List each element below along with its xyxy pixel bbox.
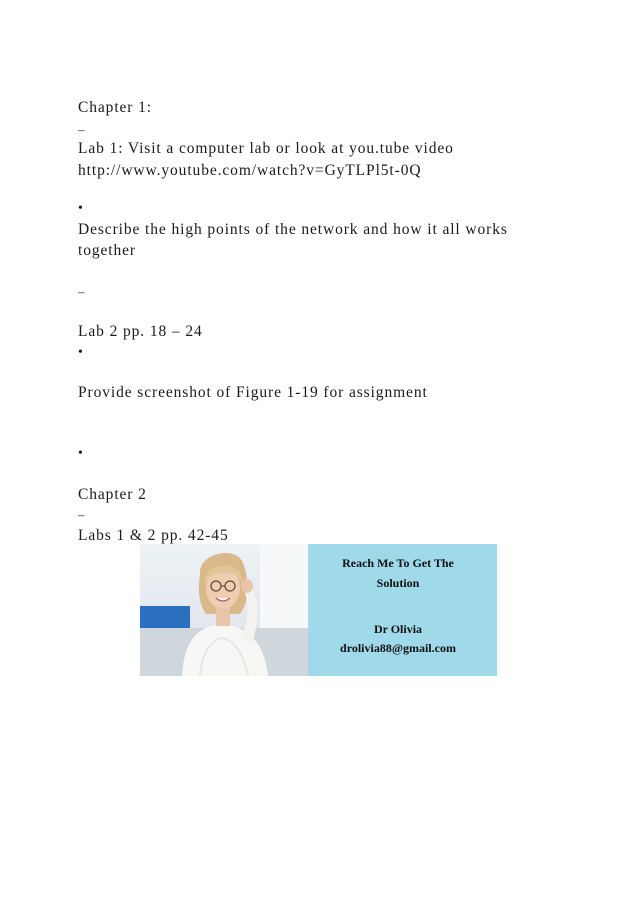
bullet: • (78, 201, 84, 216)
chapter-2-heading: Chapter 2 (78, 486, 147, 503)
bullet: • (78, 446, 84, 461)
contact-email[interactable]: drolivia88@gmail.com (340, 641, 456, 655)
describe-text: Describe the high points of the network and how it all works (78, 221, 508, 238)
lab-2-text: Lab 2 pp. 18 – 24 (78, 323, 203, 340)
cta-line-1: Reach Me To Get The (342, 556, 454, 570)
woman-photo (140, 544, 308, 676)
youtube-link-text: http://www.youtube.com/watch?v=GyTLPl5t-0Q (78, 162, 422, 179)
bullet: • (78, 345, 84, 360)
chapter-1-heading: Chapter 1: (78, 99, 152, 116)
dash-separator: – (78, 122, 86, 137)
screenshot-instruction: Provide screenshot of Figure 1-19 for assignment (78, 384, 428, 401)
dash-separator: – (78, 507, 86, 522)
person-illustration-icon (140, 544, 308, 676)
cta-line-2: Solution (376, 576, 420, 590)
labs-chapter-2-text: Labs 1 & 2 pp. 42-45 (78, 527, 229, 544)
dash-separator: – (78, 284, 86, 299)
contact-banner (140, 544, 497, 676)
lab-1-text: Lab 1: Visit a computer lab or look at you.tube video (78, 140, 454, 157)
describe-text-continued: together (78, 242, 136, 259)
contact-name: Dr Olivia (373, 622, 423, 636)
contact-info-panel (308, 544, 497, 676)
